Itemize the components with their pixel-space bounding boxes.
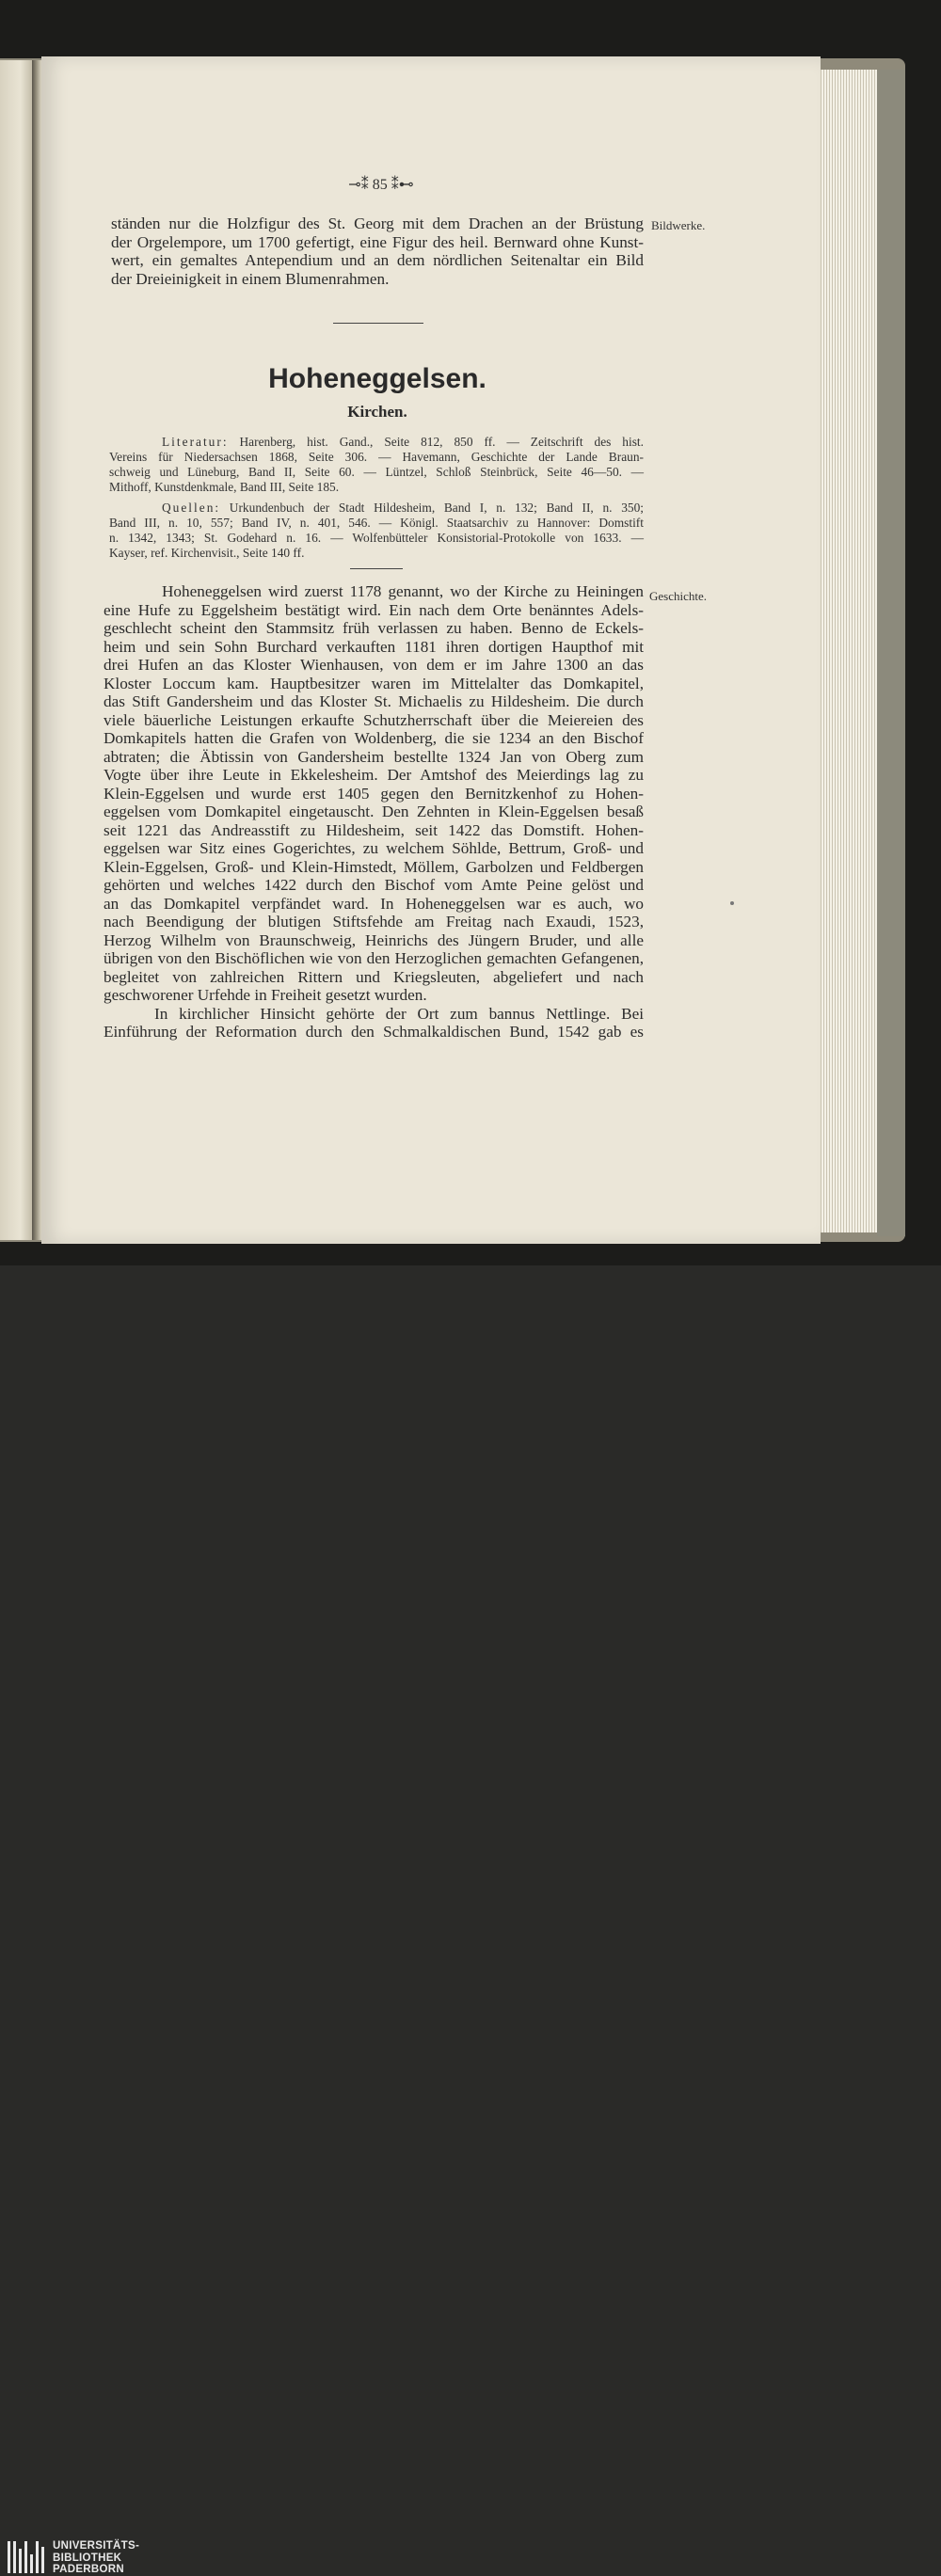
- text-line: gehörten und welches 1422 durch den Bischof vom Amte Peine gelöst und: [104, 876, 644, 894]
- footer-bar: [0, 1265, 941, 2575]
- text-line: der Dreieinigkeit in einem Blumenrahmen.: [111, 269, 390, 288]
- logo-line-1: UNIVERSITÄTS-: [53, 2540, 140, 2552]
- literature-text: Harenberg, hist. Gand., Seite 812, 850 ff. — Zeitschrift des hist.: [228, 435, 644, 449]
- logo-line-2: BIBLIOTHEK: [53, 2552, 122, 2564]
- folio-ornament-right: ⁑⊷: [387, 177, 414, 193]
- text-line: nach Beendigung der blutigen Stiftsfehde am Freitag nach Exaudi, 1523,: [104, 913, 644, 930]
- margin-note-bildwerke: Bildwerke.: [651, 218, 706, 232]
- top-paragraph: [111, 215, 644, 288]
- second-paragraph-first-line: In kirchlicher Hinsicht gehörte der Ort zum bannus Nettlinge. Bei: [154, 1004, 644, 1023]
- cover-board-edge: [877, 70, 905, 1236]
- section-subtitle: Kirchen.: [347, 403, 407, 421]
- library-logo-icon: [8, 2541, 47, 2573]
- text-line: eggelsen war Sitz eines Gogerichtes, zu welchem Söhlde, Bettrum, Groß- und: [104, 839, 644, 857]
- text-line: seit 1221 das Andreasstift zu Hildesheim, seit 1422 das Domstift. Hohen-: [104, 820, 644, 839]
- text-line: eine Hufe zu Eggelsheim bestätigt wird. Ein nach dem Orte benänntes Adels-: [104, 600, 644, 619]
- text-line: das Stift Gandersheim und das Kloster St. Michaelis zu Hildesheim. Die durch: [104, 692, 644, 710]
- section-divider: [333, 323, 423, 324]
- page-edges: [819, 70, 885, 1232]
- page-number: [339, 175, 423, 194]
- text-line: [104, 582, 644, 601]
- text-line: geschworener Urfehde in Freiheit gesetzt wurden.: [104, 986, 427, 1004]
- sources-text: Urkundenbuch der Stadt Hildesheim, Band I, n. 132; Band II, n. 350;: [220, 501, 644, 515]
- text-line: abtraten; die Äbtissin von Gandersheim bestellte 1324 Jan von Oberg zum: [104, 747, 644, 766]
- text-line: an das Domkapitel verpfändet ward. In Hoheneggelsen war es auch, wo: [104, 894, 644, 913]
- text-line: der Orgelempore, um 1700 gefertigt, eine Figur des heil. Bernward ohne Kunst-: [111, 232, 644, 251]
- text-line: heim und sein Sohn Burchard verkauften 1181 ihren dortigen Haupthof mit: [104, 637, 644, 656]
- text-line: Klein-Eggelsen, Groß- und Klein-Himstedt, Möllem, Garbolzen und Feldbergen: [104, 857, 644, 876]
- sources-line: n. 1342, 1343; St. Godehard n. 16. — Wolfenbütteler Konsistorial-Protokolle von 1633. —: [109, 531, 644, 545]
- main-paragraph: [104, 582, 644, 1042]
- text-line: übrigen von den Bischöflichen wie von den Herzoglichen gemachten Gefangenen,: [104, 949, 644, 967]
- text-line: geschlecht scheint den Stammsitz früh verlassen zu haben. Benno de Eckels-: [104, 619, 644, 637]
- sources-line: [109, 501, 644, 516]
- text-line: Klein-Eggelsen und wurde erst 1405 gegen den Bernitzkenhof zu Hohen-: [104, 784, 644, 803]
- text-line: Kloster Loccum kam. Hauptbesitzer waren im Mittelalter das Domkapitel,: [104, 674, 644, 692]
- section-title: Hoheneggelsen.: [268, 363, 486, 394]
- text-line: drei Hufen an das Kloster Wienhausen, von dem er im Jahre 1300 an das: [104, 656, 644, 674]
- text-line: [104, 1005, 644, 1024]
- page-speck: [730, 901, 734, 905]
- text-line: wert, ein gemaltes Antependium und an dem nördlichen Seitenaltar ein Bild: [111, 251, 644, 270]
- sources-block: [109, 501, 644, 561]
- text-line: viele bäuerliche Leistungen erkaufte Schutzherrschaft über die Meiereien des: [104, 710, 644, 729]
- sources-line: Band III, n. 10, 557; Band IV, n. 401, 546. — Königl. Staatsarchiv zu Hannover: Domstift: [109, 516, 644, 530]
- sources-line: Kayser, ref. Kirchenvisit., Seite 140 ff.: [109, 546, 305, 560]
- literature-label: Literatur:: [162, 435, 229, 449]
- logo-line-3: PADERBORN: [53, 2564, 124, 2575]
- text-line: begleitet von zahlreichen Rittern und Kriegsleuten, abgeliefert und nach: [104, 967, 644, 986]
- literature-line: schweig und Lüneburg, Band II, Seite 60. — Lüntzel, Schloß Steinbrück, Seite 46—50. —: [109, 465, 644, 479]
- margin-note-geschichte: Geschichte.: [649, 589, 708, 603]
- literature-block: [109, 435, 644, 495]
- first-line-text: Hoheneggelsen wird zuerst 1178 genannt, wo der Kirche zu Heiningen: [162, 582, 644, 600]
- text-line: Domkapitels hatten die Grafen von Woldenberg, die sie 1234 an den Bischof: [104, 729, 644, 747]
- left-page-edge: [0, 60, 34, 1240]
- text-line: Herzog Wilhelm von Braunschweig, Heinrichs des Jüngern Bruder, und alle: [104, 930, 644, 949]
- literature-line: [109, 435, 644, 450]
- section-divider-short: [350, 568, 403, 569]
- folio-ornament-left: ⊸⁑: [348, 177, 373, 193]
- page-number-value: 85: [372, 177, 388, 193]
- text-line: Vogte über ihre Leute in Ekkelesheim. Der Amtshof des Meierdings lag zu: [104, 766, 644, 784]
- library-logo-text[interactable]: [53, 2540, 139, 2576]
- text-line: Einführung der Reformation durch den Schmalkaldischen Bund, 1542 gab es: [104, 1023, 644, 1041]
- literature-line: Mithoff, Kunstdenkmale, Band III, Seite 185.: [109, 480, 340, 494]
- text-line: ständen nur die Holzfigur des St. Georg mit dem Drachen an der Brüstung: [111, 215, 644, 232]
- literature-line: Vereins für Niedersachsen 1868, Seite 306. — Havemann, Geschichte der Lande Braun-: [109, 450, 644, 464]
- scanned-book-spread: [0, 0, 941, 1265]
- book-gutter: [32, 60, 41, 1240]
- text-line: eggelsen vom Domkapitel eingetauscht. Den Zehnten in Klein-Eggelsen besaß: [104, 803, 644, 820]
- sources-label: Quellen:: [162, 501, 221, 515]
